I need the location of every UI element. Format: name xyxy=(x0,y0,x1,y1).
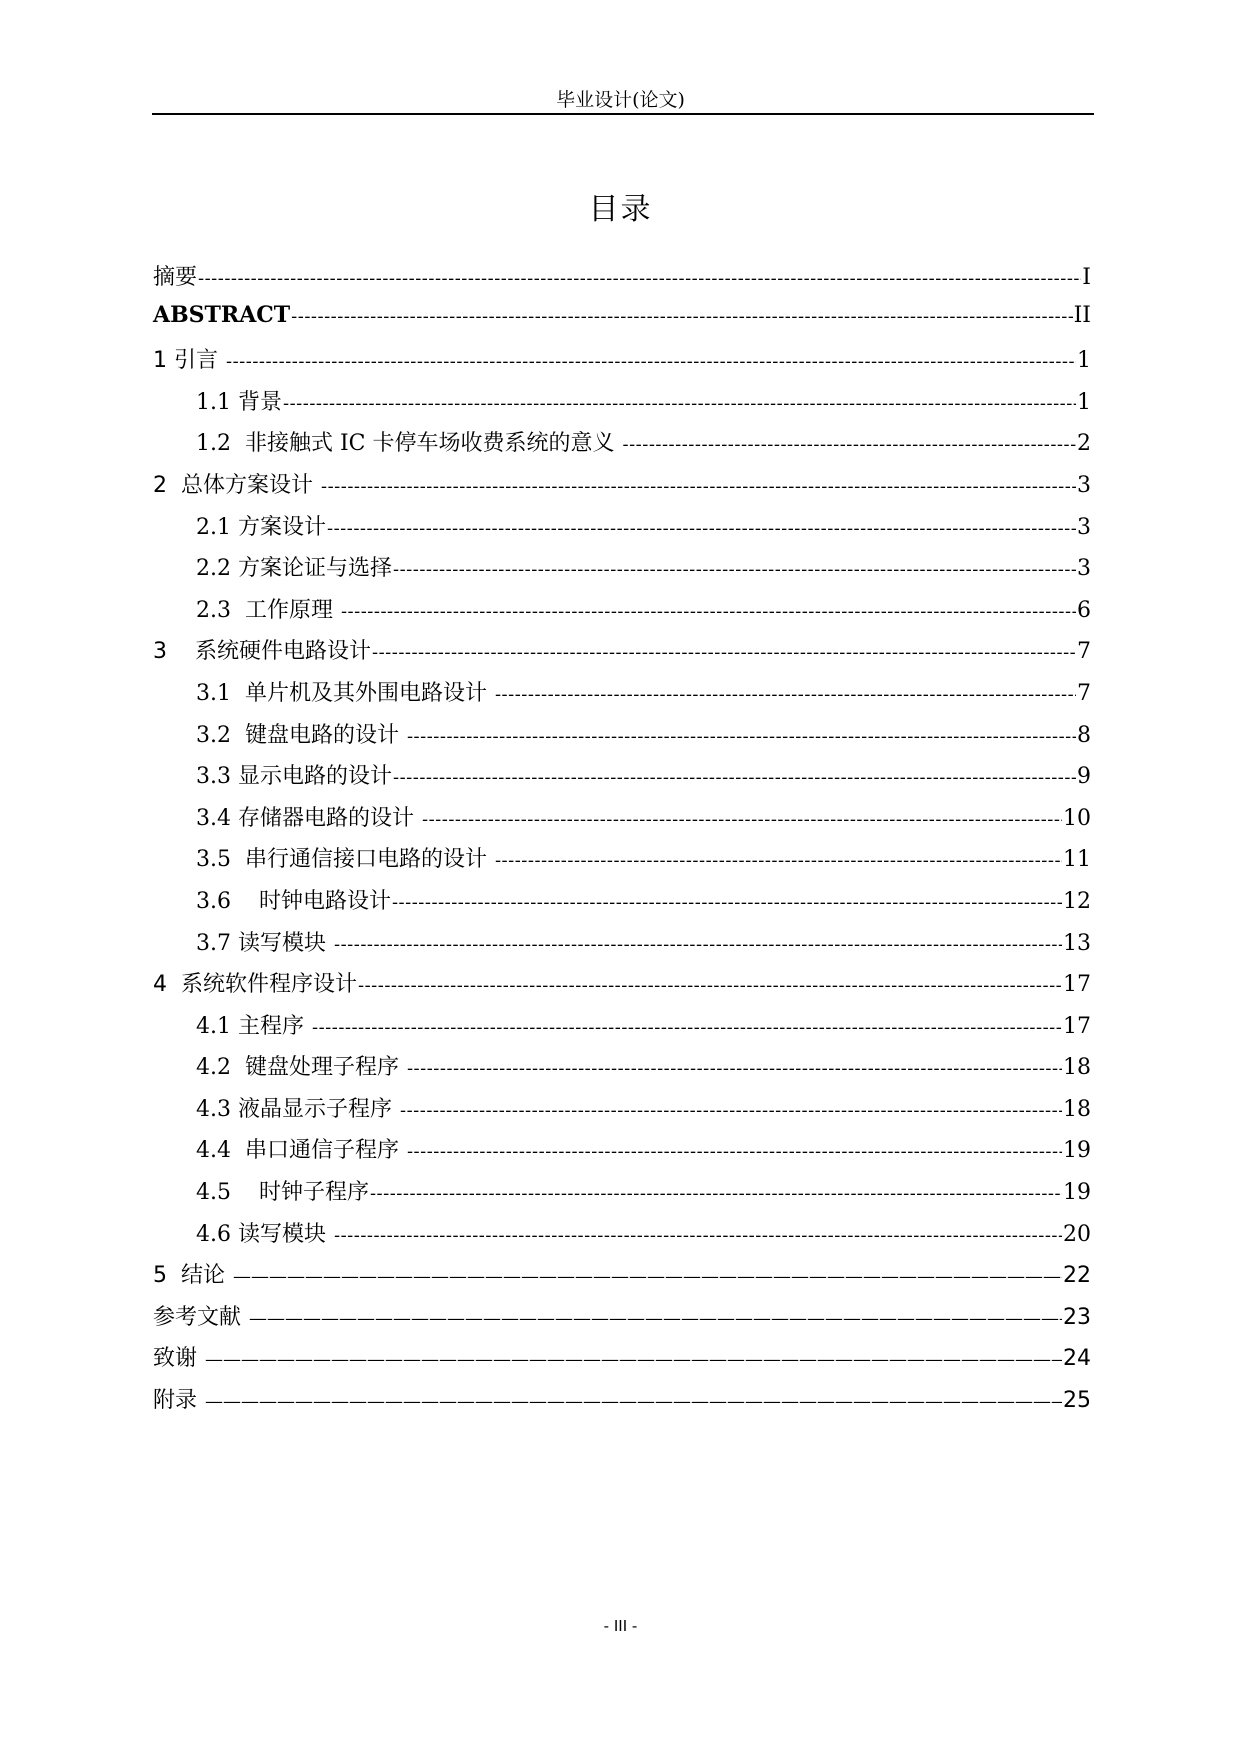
toc-dot-leader xyxy=(233,1266,1062,1287)
toc-entry-label: 2.2 方案论证与选择 xyxy=(196,556,392,582)
toc-entry[interactable] xyxy=(153,468,1091,510)
toc-entry[interactable] xyxy=(153,593,1091,635)
toc-dot-leader xyxy=(291,306,1072,327)
toc-dot-leader xyxy=(312,1017,1062,1038)
toc-dot-leader xyxy=(392,892,1062,913)
toc-entry-page: 7 xyxy=(1077,680,1091,706)
toc-entry-label: 1.2 非接触式 IC 卡停车场收费系统的意义 xyxy=(196,431,622,457)
toc-entry-page: 10 xyxy=(1063,805,1091,831)
header-rule xyxy=(152,113,1094,115)
toc-entry-page: 20 xyxy=(1063,1221,1091,1247)
toc-entry[interactable] xyxy=(153,1050,1091,1092)
toc-entry-page: 23 xyxy=(1063,1304,1091,1330)
toc-entry-page: 2 xyxy=(1077,431,1091,457)
toc-entry-page: 17 xyxy=(1063,1013,1091,1039)
page-number: - III - xyxy=(603,1617,638,1635)
toc-entry[interactable] xyxy=(153,1217,1091,1259)
toc-dot-leader xyxy=(372,642,1076,663)
toc-entry-label: 3.4 存储器电路的设计 xyxy=(196,805,421,831)
toc-entry[interactable] xyxy=(153,1341,1091,1383)
running-header: 毕业设计(论文) xyxy=(556,89,685,111)
toc-entry-label: 4.3 液晶显示子程序 xyxy=(196,1096,399,1122)
toc-entry[interactable] xyxy=(153,426,1091,468)
toc-dot-leader xyxy=(341,601,1076,622)
toc-entry-label: 4.5 时钟子程序 xyxy=(196,1180,369,1206)
toc-entry-page: 22 xyxy=(1063,1263,1091,1289)
toc-entry-page: II xyxy=(1073,302,1091,328)
toc-entry[interactable] xyxy=(153,551,1091,593)
toc-dot-leader xyxy=(327,518,1076,539)
toc-entry-page: 7 xyxy=(1077,639,1091,665)
toc-dot-leader xyxy=(321,476,1076,497)
toc-entry-label: 3.2 键盘电路的设计 xyxy=(196,722,406,748)
toc-entry-label: 3.6 时钟电路设计 xyxy=(196,888,391,914)
toc-entry-label: 1.1 背景 xyxy=(196,389,282,415)
toc-entry-page: 11 xyxy=(1063,847,1091,873)
toc-dot-leader xyxy=(407,1058,1062,1079)
toc-entry-page: 19 xyxy=(1063,1180,1091,1206)
toc-entry[interactable] xyxy=(153,926,1091,968)
toc-entry-label: 3.3 显示电路的设计 xyxy=(196,764,392,790)
toc-entry-label: 参考文献 xyxy=(153,1304,248,1330)
toc-entry-label: 5 结论 xyxy=(153,1263,232,1289)
toc-entry[interactable] xyxy=(153,718,1091,760)
toc-dot-leader xyxy=(198,268,1081,289)
toc-entry[interactable] xyxy=(153,801,1091,843)
toc-dot-leader xyxy=(249,1308,1062,1329)
toc-entry-page: 9 xyxy=(1077,764,1091,790)
toc-dot-leader xyxy=(495,850,1062,871)
toc-entry-page: 3 xyxy=(1077,514,1091,540)
toc-entry-page: 1 xyxy=(1077,389,1091,415)
toc-entry-page: 3 xyxy=(1077,472,1091,498)
toc-entry[interactable] xyxy=(153,842,1091,884)
toc-title: 目录 xyxy=(588,192,653,227)
toc-entry[interactable] xyxy=(153,1175,1091,1217)
toc-entry-page: 8 xyxy=(1077,722,1091,748)
toc-entry[interactable] xyxy=(153,1258,1091,1300)
toc-entry-page: 18 xyxy=(1063,1055,1091,1081)
toc-entry[interactable] xyxy=(153,967,1091,1009)
toc-entry-label: ABSTRACT xyxy=(153,301,291,328)
toc-entry[interactable] xyxy=(153,1383,1091,1425)
toc-entry[interactable] xyxy=(153,260,1091,302)
toc-dot-leader xyxy=(358,975,1062,996)
toc-dot-leader xyxy=(400,1100,1062,1121)
toc-entry-label: 4.1 主程序 xyxy=(196,1013,311,1039)
toc-entry-label: 3.1 单片机及其外围电路设计 xyxy=(196,680,494,706)
toc-dot-leader xyxy=(422,809,1062,830)
toc-entry-page: 13 xyxy=(1063,930,1091,956)
toc-entry-label: 4.2 键盘处理子程序 xyxy=(196,1055,406,1081)
toc-entry-label: 4.6 读写模块 xyxy=(196,1221,333,1247)
toc-entry-label: 摘要 xyxy=(153,265,198,290)
toc-entry[interactable] xyxy=(153,759,1091,801)
toc-entry[interactable] xyxy=(153,634,1091,676)
toc-entry-label: 3.7 读写模块 xyxy=(196,930,333,956)
toc-dot-leader xyxy=(370,1183,1062,1204)
toc-dot-leader xyxy=(226,351,1076,372)
toc-entry-label: 3 系统硬件电路设计 xyxy=(153,639,371,665)
toc-dot-leader xyxy=(393,559,1076,580)
toc-dot-leader xyxy=(407,1141,1062,1162)
toc-entry[interactable] xyxy=(153,385,1091,427)
toc-dot-leader xyxy=(283,393,1076,414)
toc-entry[interactable] xyxy=(153,1092,1091,1134)
toc-dot-leader xyxy=(407,726,1076,747)
toc-dot-leader xyxy=(334,1225,1062,1246)
toc-entry[interactable] xyxy=(153,1009,1091,1051)
toc-entry-page: 19 xyxy=(1063,1138,1091,1164)
toc-entry[interactable] xyxy=(153,1133,1091,1175)
toc-entry[interactable] xyxy=(153,302,1091,344)
toc-dot-leader xyxy=(334,934,1062,955)
toc-entry-page: 18 xyxy=(1063,1096,1091,1122)
toc-dot-leader xyxy=(622,434,1076,455)
toc-entry-label: 附录 xyxy=(153,1388,204,1414)
toc-dot-leader xyxy=(393,767,1076,788)
toc-entry[interactable] xyxy=(153,343,1091,385)
toc-dot-leader xyxy=(205,1349,1062,1370)
toc-entry-label: 4 系统软件程序设计 xyxy=(153,972,357,998)
toc-entry[interactable] xyxy=(153,676,1091,718)
toc-entry-page: 6 xyxy=(1077,597,1091,623)
toc-entry-label: 3.5 串行通信接口电路的设计 xyxy=(196,847,494,873)
toc-entry-label: 2 总体方案设计 xyxy=(153,472,320,498)
toc-dot-leader xyxy=(495,684,1076,705)
toc-entry-page: 12 xyxy=(1063,888,1091,914)
toc-entry[interactable] xyxy=(153,1300,1091,1342)
toc-dot-leader xyxy=(205,1391,1062,1412)
toc-entry-page: 24 xyxy=(1063,1346,1091,1372)
toc-entry-page: I xyxy=(1082,265,1091,290)
toc-entry[interactable] xyxy=(153,884,1091,926)
toc-entry-page: 25 xyxy=(1063,1388,1091,1414)
toc-entry[interactable] xyxy=(153,510,1091,552)
toc-entry-page: 17 xyxy=(1063,972,1091,998)
toc-entry-page: 1 xyxy=(1077,348,1091,374)
toc-entry-label: 1 引言 xyxy=(153,348,225,374)
toc-entry-label: 2.3 工作原理 xyxy=(196,597,340,623)
toc-entry-page: 3 xyxy=(1077,556,1091,582)
toc-entry-label: 4.4 串口通信子程序 xyxy=(196,1138,406,1164)
toc-entry-label: 2.1 方案设计 xyxy=(196,514,326,540)
toc-entry-label: 致谢 xyxy=(153,1346,204,1372)
table-of-contents xyxy=(153,260,1091,1425)
